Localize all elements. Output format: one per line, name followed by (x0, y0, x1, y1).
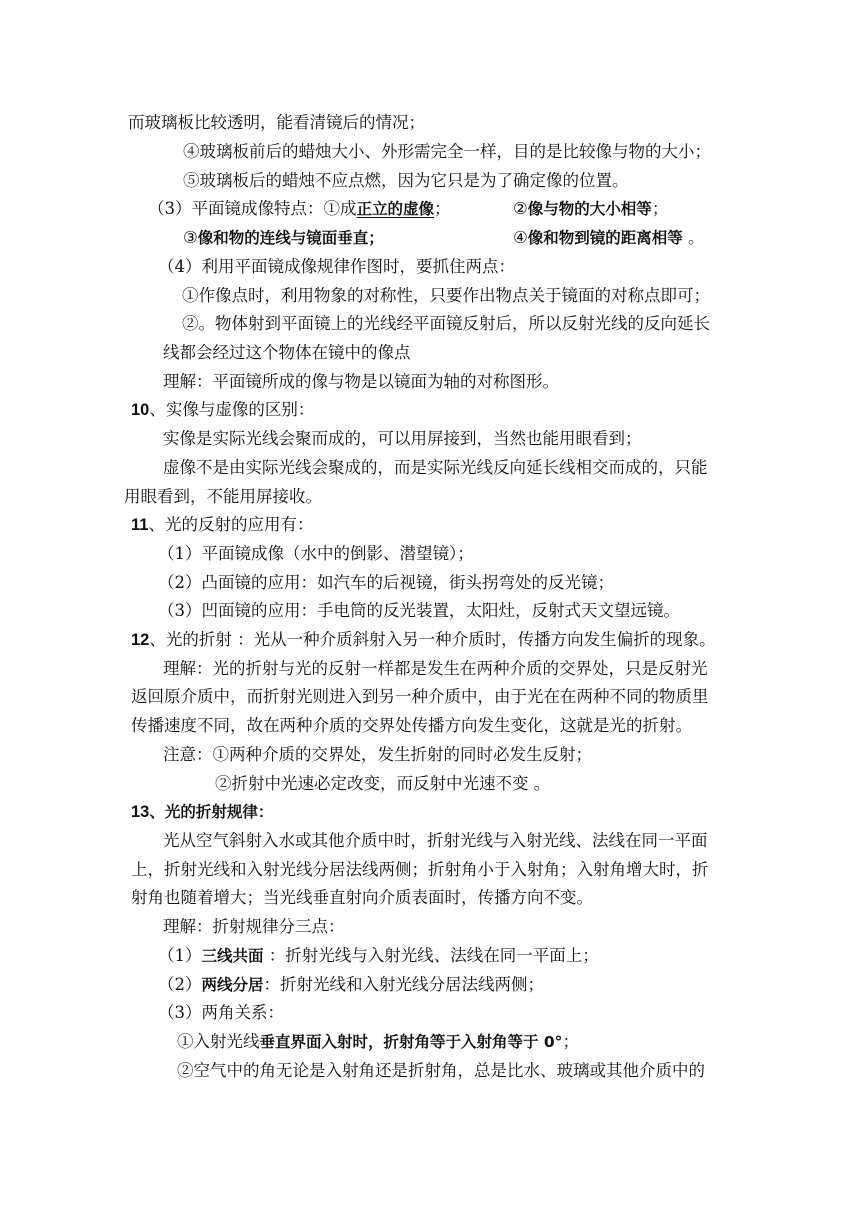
bold-text: 像与物的大小相等 (527, 200, 652, 218)
text-line: ②折射中光速必定改变，而反射中光速不变 。 (215, 774, 551, 793)
text-line: 射角也随着增大；当光线垂直射向介质表面时，传播方向不变。 (131, 888, 593, 907)
text-line: 虚像不是由实际光线会聚成的，而是实际光线反向延长线相交而成的，只能 (163, 458, 708, 477)
text-line: ①作像点时，利用物象的对称性，只要作出物点关于镜面的对称点即可； (182, 286, 710, 305)
text-span: ③ (183, 228, 198, 247)
bold-text: 、光的折射规律： (149, 803, 274, 821)
text-line: 用眼看到，不能用屏接收。 (124, 487, 322, 506)
text-line: ②。物体射到平面镜上的光线经平面镜反射后，所以反射光线的反向延长 (182, 314, 710, 333)
text-line: 理解：平面镜所成的像与物是以镜面为轴的对称图形。 (163, 372, 559, 391)
text-line (148, 198, 451, 220)
text-span: （2） (158, 975, 202, 994)
text-span: ； (434, 199, 451, 218)
text-line (513, 198, 668, 220)
text-line: （3）凹面镜的应用：手电筒的反光装置，太阳灶，反射式天文望远镜。 (158, 601, 680, 620)
text-line: 传播速度不同，故在两种介质的交界处传播方向发生变化，这就是光的折射。 (131, 716, 692, 735)
section-heading (131, 629, 716, 651)
text-line: 光从空气斜射入水或其他介质中时，折射光线与入射光线、法线在同一平面 (163, 831, 708, 850)
text-line: （1）平面镜成像（水中的倒影、潜望镜）； (158, 544, 474, 563)
text-span: ； (651, 199, 669, 218)
text-line: ⑤玻璃板后的蜡烛不应点燃，因为它只是为了确定像的位置。 (183, 171, 629, 190)
text-line: （3）两角关系： (158, 1003, 284, 1022)
section-number: 11 (131, 516, 149, 534)
bold-text: 三线共面 (201, 947, 264, 965)
text-line (158, 974, 544, 996)
bold-text: 像和物到镜的距离相等 (527, 229, 683, 247)
text-line: 上，折射光线和入射光线分居法线两侧；折射角小于入射角；入射角增大时，折 (131, 860, 709, 879)
text-span: 、光的折射 ：光从一种介质斜射入另一种介质时，传播方向发生偏折的现象。 (149, 630, 716, 649)
section-number: 10 (131, 401, 150, 419)
text-span: （1） (158, 946, 202, 965)
text-span: ：折射光线与入射光线、法线在同一平面上； (263, 946, 599, 965)
text-span: ② (513, 199, 528, 218)
bold-underlined-text: 正立的虚像 (356, 200, 435, 218)
section-number: 13 (131, 803, 150, 821)
text-line: ④玻璃板前后的蜡烛大小、外形需完全一样，目的是比较像与物的大小； (183, 142, 711, 161)
text-line: 返回原介质中，而折射光则进入到另一种介质中，由于光在在两种不同的物质里 (131, 687, 709, 706)
text-span: 、实像与虚像的区别： (149, 400, 315, 419)
text-line: 理解：折射规律分三点： (163, 917, 345, 936)
text-line: 实像是实际光线会聚而成的，可以用屏接到，当然也能用眼看到； (163, 429, 642, 448)
text-line: 注意：①两种介质的交界处，发生折射的同时必发生反射； (163, 745, 592, 764)
text-line (158, 945, 599, 967)
text-span: ：折射光线和入射光线分居法线两侧； (263, 975, 545, 994)
text-line: 线都会经过这个物体在镜中的像点 (163, 343, 411, 362)
text-span: 。 (682, 228, 705, 247)
bold-text: 像和物的连线与镜面垂直； (197, 229, 384, 247)
section-heading (131, 801, 273, 823)
text-span: 、光的反射的应用有： (148, 515, 314, 534)
text-line (183, 227, 384, 249)
text-span: （3）平面镜成像特点：①成 (148, 199, 357, 218)
text-span: ①入射光线 (177, 1032, 260, 1051)
section-heading (131, 399, 314, 421)
text-span: ； (562, 1032, 579, 1051)
text-line: ②空气中的角无论是入射角还是折射角，总是比水、玻璃或其他介质中的 (177, 1061, 705, 1080)
bold-text: 垂直界面入射时，折射角等于入射角等于 0° (259, 1033, 563, 1051)
text-line: 而玻璃板比较透明，能看清镜后的情况； (128, 113, 425, 132)
section-heading (131, 514, 313, 536)
bold-text: 两线分居 (201, 976, 264, 994)
section-number: 12 (131, 631, 150, 649)
text-line: （2）凸面镜的应用：如汽车的后视镜，街头拐弯处的反光镜； (158, 573, 614, 592)
text-line (513, 227, 705, 249)
text-line: 理解：光的折射与光的反射一样都是发生在两种介质的交界处，只是反射光 (163, 659, 708, 678)
text-line (177, 1031, 579, 1053)
text-line: （4）利用平面镜成像规律作图时，要抓住两点： (158, 257, 515, 276)
text-span: ④ (513, 228, 528, 247)
